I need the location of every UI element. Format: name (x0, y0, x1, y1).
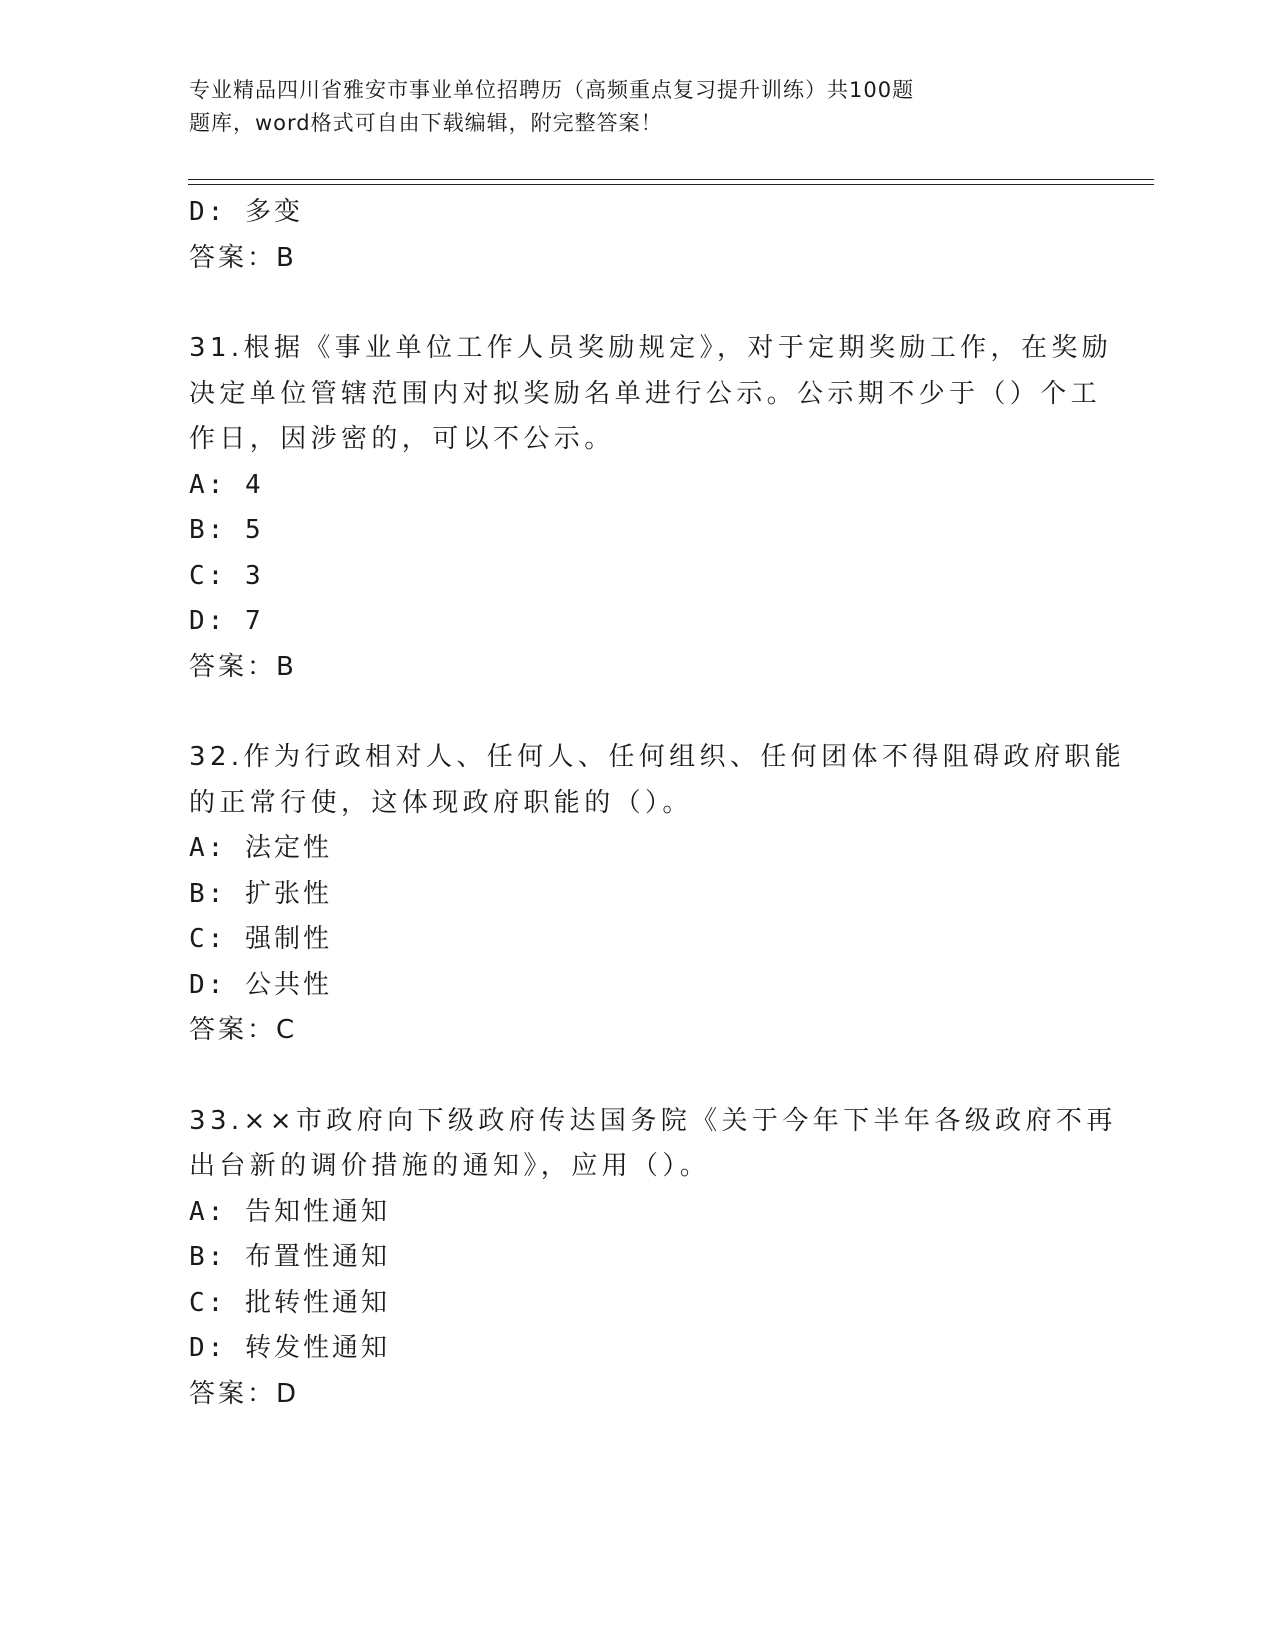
option-b: B: 扩张性 (189, 878, 332, 909)
previous-question-fragment (189, 190, 1089, 281)
question-31 (189, 326, 1113, 690)
spacer (189, 281, 1089, 326)
question-text-line: 31.根据《事业单位工作人员奖励规定》，对于定期奖励工作，在奖励 (189, 333, 1113, 363)
option-b: B: 5 (189, 515, 264, 545)
answer: 答案：B (189, 651, 297, 682)
option-c: C: 强制性 (189, 924, 332, 954)
page-header (189, 74, 1049, 140)
spacer (189, 690, 1089, 735)
question-text-line: 33.××市政府向下级政府传达国务院《关于今年下半年各级政府不再 (189, 1105, 1117, 1136)
option-d: D: 多变 (189, 197, 303, 227)
option-a: A: 法定性 (189, 833, 332, 863)
option-b: B: 布置性通知 (189, 1242, 390, 1272)
answer: 答案：B (189, 242, 297, 273)
answer: 答案：D (189, 1378, 300, 1409)
question-text-line: 32.作为行政相对人、任何人、任何组织、任何团体不得阻碍政府职能 (189, 742, 1126, 772)
option-d: D: 转发性通知 (189, 1333, 390, 1363)
header-title-line-1: 专业精品四川省雅安市事业单位招聘历（高频重点复习提升训练）共100题 (189, 78, 915, 102)
header-divider-bottom (188, 184, 1154, 185)
question-text-line: 的正常行使，这体现政府职能的（）。 (189, 787, 693, 818)
header-divider-top (188, 179, 1154, 180)
option-a: A: 4 (189, 469, 264, 500)
question-32 (189, 735, 1126, 1054)
option-d: D: 公共性 (189, 969, 332, 1000)
header-title-line-2: 题库，word格式可自由下载编辑，附完整答案！ (189, 111, 663, 135)
answer: 答案：C (189, 1015, 298, 1045)
document-body (189, 190, 1126, 1417)
question-text (189, 1099, 1117, 1190)
spacer (189, 1054, 1089, 1099)
question-text-line: 出台新的调价措施的通知》，应用（）。 (189, 1151, 711, 1181)
option-a: A: 告知性通知 (189, 1196, 390, 1227)
option-c: C: 3 (189, 560, 264, 591)
question-text (189, 326, 1113, 463)
question-text-line: 作日，因涉密的，可以不公示。 (189, 424, 615, 454)
option-d: D: 7 (189, 606, 264, 636)
option-c: C: 批转性通知 (189, 1287, 390, 1318)
question-text-line: 决定单位管辖范围内对拟奖励名单进行公示。公示期不少于（）个工 (189, 378, 1102, 409)
question-text (189, 735, 1126, 826)
question-33 (189, 1099, 1117, 1418)
